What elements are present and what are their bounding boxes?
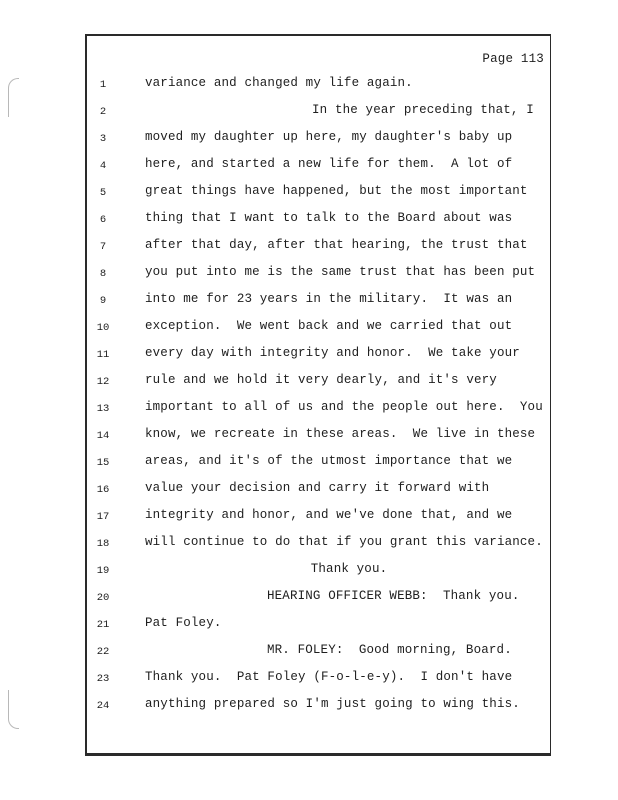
transcript-line: [87, 238, 551, 258]
line-text: know, we recreate in these areas. We live in these: [145, 427, 536, 441]
transcript-line: [87, 508, 551, 528]
scan-binding-mark-bottom: [8, 690, 19, 729]
line-text: Thank you. Pat Foley (F-o-l-e-y). I don't have: [145, 670, 513, 684]
transcript-line: [87, 211, 551, 231]
line-number: 22: [96, 646, 110, 658]
line-number: 6: [99, 214, 107, 226]
transcript-line: [87, 454, 551, 474]
line-number: 24: [96, 700, 110, 712]
transcript-line: [87, 562, 551, 582]
line-number: 16: [96, 484, 110, 496]
transcript-line: [87, 643, 551, 663]
line-number: 13: [96, 403, 110, 415]
transcript-line: [87, 265, 551, 285]
line-text: In the year preceding that, I: [312, 103, 534, 117]
line-text: rule and we hold it very dearly, and it's very: [145, 373, 497, 387]
transcript-line: [87, 184, 551, 204]
line-text: anything prepared so I'm just going to wing this.: [145, 697, 520, 711]
line-number: 3: [99, 133, 107, 145]
page-number: Page 113: [482, 52, 544, 66]
transcript-line: [87, 616, 551, 636]
line-text: moved my daughter up here, my daughter's baby up: [145, 130, 513, 144]
transcript-line: [87, 103, 551, 123]
line-text: you put into me is the same trust that has been put: [145, 265, 536, 279]
line-text: every day with integrity and honor. We take your: [145, 346, 520, 360]
line-number: 19: [96, 565, 110, 577]
line-number: 15: [96, 457, 110, 469]
transcript-line: [87, 157, 551, 177]
transcript-line: [87, 427, 551, 447]
transcript-line: [87, 697, 551, 717]
transcript-line: [87, 589, 551, 609]
line-text: into me for 23 years in the military. It was an: [145, 292, 513, 306]
transcript-line: [87, 76, 551, 96]
line-number: 4: [99, 160, 107, 172]
line-number: 7: [99, 241, 107, 253]
line-text: important to all of us and the people out here. You: [145, 400, 543, 414]
line-number: 9: [99, 295, 107, 307]
scan-binding-mark-top: [8, 78, 19, 117]
line-number: 18: [96, 538, 110, 550]
line-text: after that day, after that hearing, the trust that: [145, 238, 528, 252]
line-text: Thank you.: [310, 562, 388, 576]
line-number: 5: [99, 187, 107, 199]
line-text: variance and changed my life again.: [145, 76, 413, 90]
transcript-line: [87, 319, 551, 339]
transcript-line: [87, 535, 551, 555]
line-text: MR. FOLEY: Good morning, Board.: [267, 643, 512, 657]
line-number: 10: [96, 322, 110, 334]
transcript-line: [87, 400, 551, 420]
transcript-line: [87, 292, 551, 312]
line-number: 14: [96, 430, 110, 442]
transcript-line: [87, 346, 551, 366]
transcript-line: [87, 670, 551, 690]
line-number: 11: [96, 349, 110, 361]
line-text: integrity and honor, and we've done that, and we: [145, 508, 513, 522]
line-text: will continue to do that if you grant this variance.: [145, 535, 543, 549]
transcript-page: [85, 34, 551, 756]
line-text: here, and started a new life for them. A lot of: [145, 157, 513, 171]
line-number: 1: [99, 79, 107, 91]
line-text: areas, and it's of the utmost importance that we: [145, 454, 513, 468]
line-number: 8: [99, 268, 107, 280]
transcript-line: [87, 130, 551, 150]
line-number: 12: [96, 376, 110, 388]
line-text: HEARING OFFICER WEBB: Thank you.: [267, 589, 520, 603]
line-text: thing that I want to talk to the Board about was: [145, 211, 513, 225]
transcript-line: [87, 481, 551, 501]
line-number: 23: [96, 673, 110, 685]
line-number: 2: [99, 106, 107, 118]
line-text: Pat Foley.: [145, 616, 222, 630]
line-text: exception. We went back and we carried that out: [145, 319, 513, 333]
line-number: 17: [96, 511, 110, 523]
line-text: value your decision and carry it forward with: [145, 481, 490, 495]
transcript-line: [87, 373, 551, 393]
line-number: 20: [96, 592, 110, 604]
line-number: 21: [96, 619, 110, 631]
line-text: great things have happened, but the most important: [145, 184, 528, 198]
